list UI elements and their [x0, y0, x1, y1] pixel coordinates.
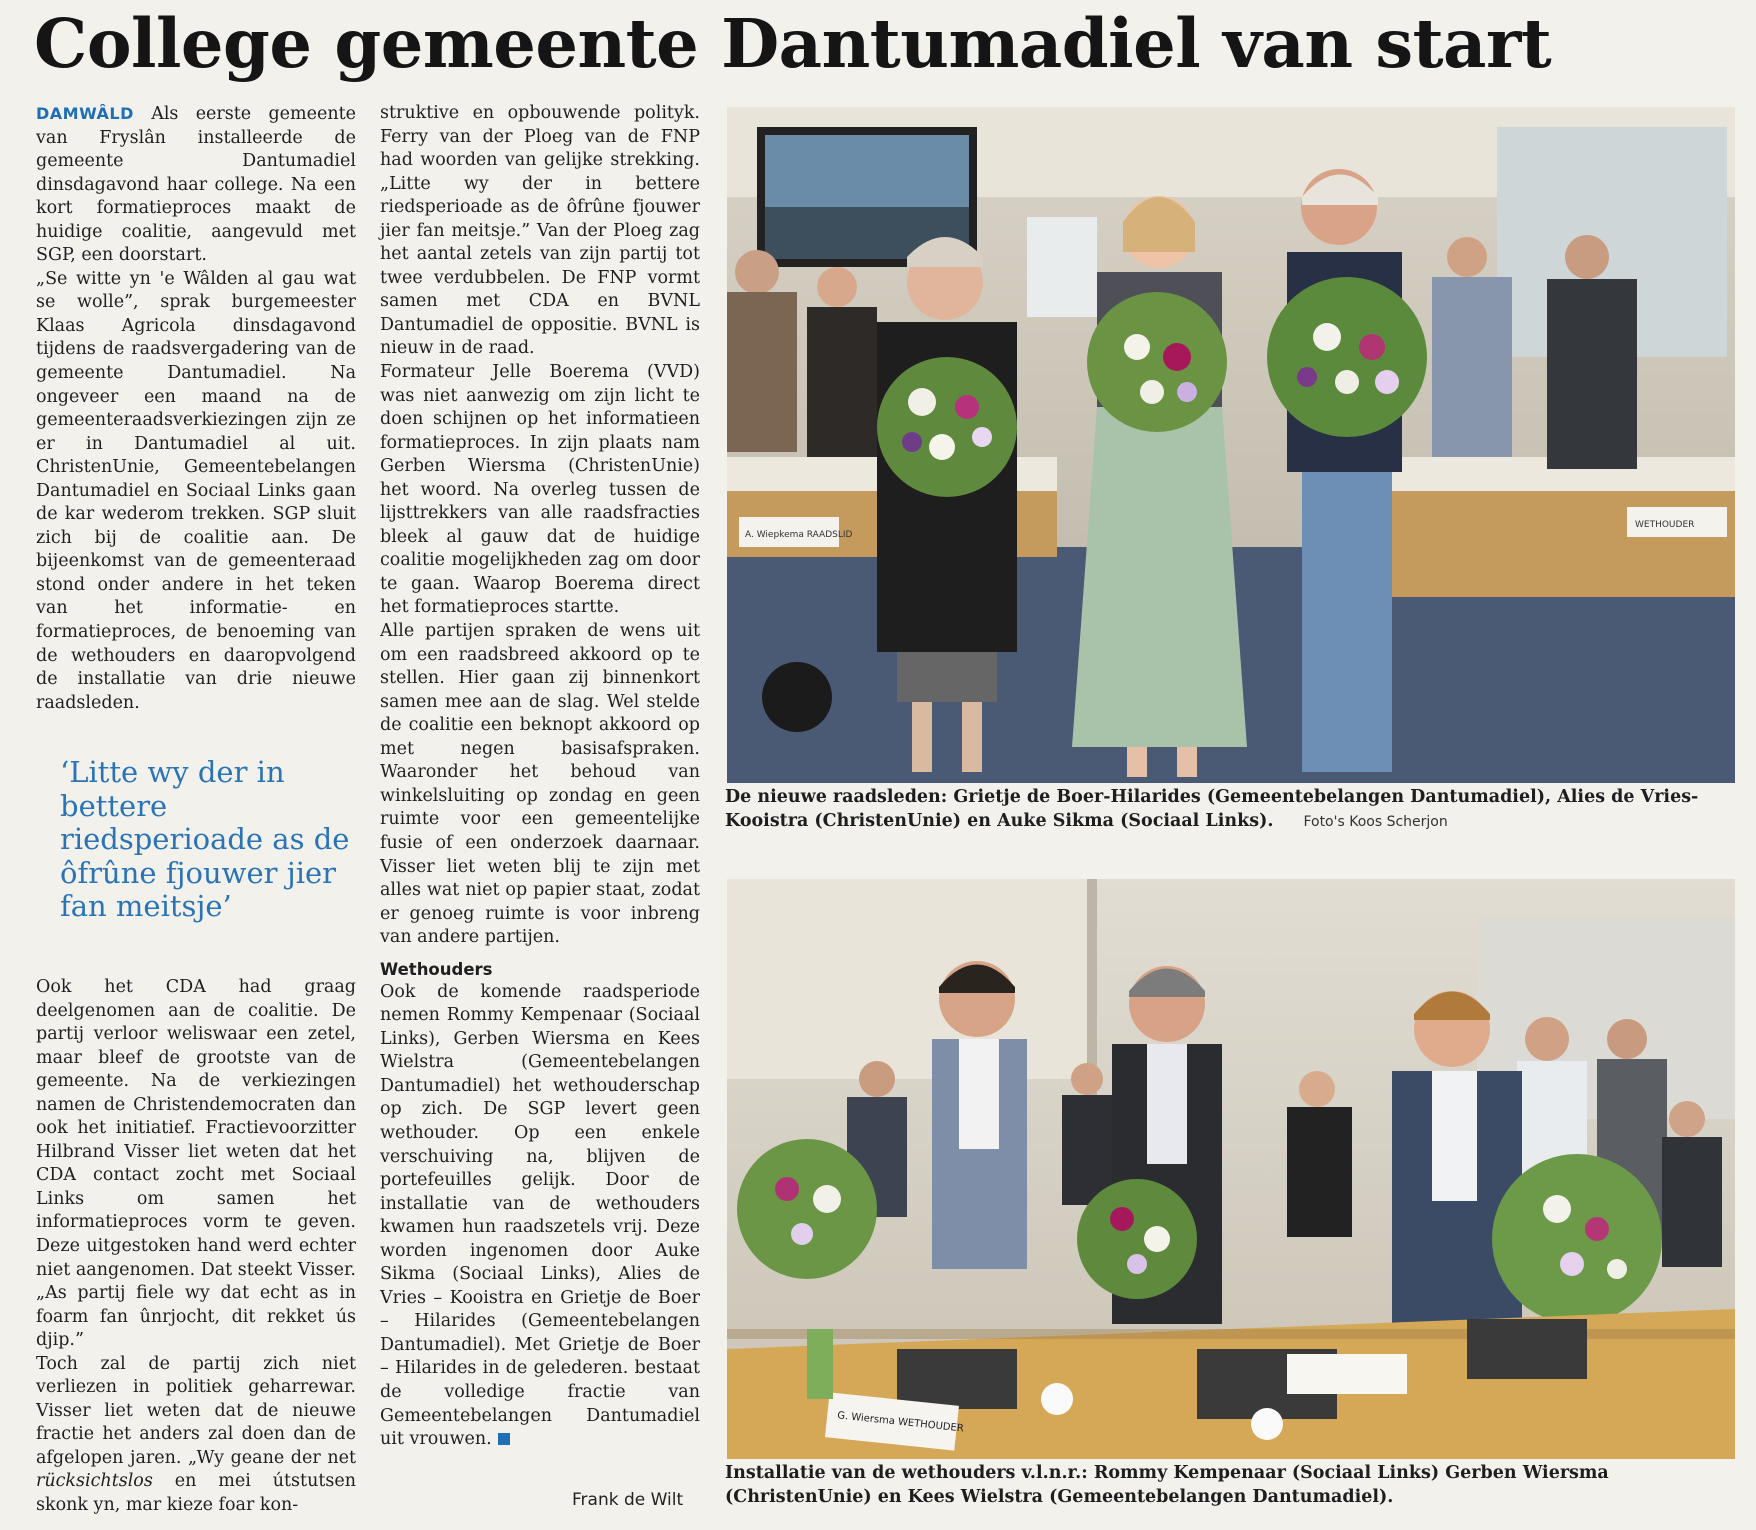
italic-word: rücksichtslos	[36, 1471, 153, 1492]
photo-caption-1: De nieuwe raadsleden: Grietje de Boer-Hilarides (Gemeentebelangen Dantumadiel), Alies de Vries-Kooistra (ChristenUnie) en Auke Sikma (Sociaal Links). Foto's Koos Scherjon	[725, 787, 1699, 831]
paragraph: Ook het CDA had graag deelgenomen aan de coalitie. De partij verloor weliswaar een zetel, maar bleef de grootste van de gemeente. Na de verkiezingen namen de Christendemocraten dan ook het initiatief. Fractievoorzitter Hilbrand Visser liet weten dat het CDA contact zocht met Sociaal Links om samen het informatieproces vorm te geven. Deze uitgestoken hand werd echter niet aangenomen. Dat steekt Visser. „As partij fiele wy dat echt as in foarm fan ûnrjocht, dit rekket ús djip.”	[36, 977, 356, 1351]
paragraph: Als eerste gemeente van Fryslân installeerde de gemeente Dantumadiel dinsdagavond haar college. Na een kort formatieproces maakt de huidige coalitie, aangevuld met SGP, een doorstart.	[36, 104, 356, 266]
article-column-1-top	[36, 102, 356, 715]
nameplate-2: WETHOUDER	[1635, 520, 1695, 530]
paragraph: Ook de komende raadsperiode nemen Rommy Kempenaar (Sociaal Links), Gerben Wiersma en Kees Wielstra (Gemeentebelangen Dantumadiel) het wethouderschap op zich. De SGP levert geen wethouder. Op een enkele verschuiving na, blijven de portefeuilles gelijk. Door de installatie van de wethouders kwamen hun raadszetels vrij. Deze worden ingenomen door Auke Sikma (Sociaal Links), Alies de Vries – Kooistra en Grietje de Boer – Hilarides (Gemeentebelangen Dantumadiel). Met Grietje de Boer – Hilarides in de gelederen. bestaat de volledige fractie van Gemeentebelangen Dantumadiel uit vrouwen.	[380, 981, 700, 1450]
photo-new-council-members	[727, 107, 1735, 783]
article-column-2	[380, 102, 700, 1452]
author-byline: Frank de Wilt	[572, 1490, 684, 1510]
photo-aldermen-installation	[727, 879, 1735, 1459]
article-column-1-bottom	[36, 976, 356, 1518]
dateline: DAMWÂLD	[36, 104, 134, 123]
pull-quote: ‘Litte wy der in bettere riedsperioade as de ôfrûne fjouwer jier fan meitsje’	[60, 755, 350, 923]
photo-credit: Foto's Koos Scherjon	[1303, 813, 1448, 830]
paragraph: „Se witte yn 'e Wâlden al gau wat se wolle”, sprak burgemeester Klaas Agricola dinsdagavond tijdens de raadsvergadering van de gemeente Dantumadiel. Na ongeveer een maand na de gemeenteraadsverkiezingen zijn ze er in Dantumadiel al uit. ChristenUnie, Gemeentebelangen Dantumadiel en Sociaal Links gaan de kar wederom trekken. SGP sluit zich bij de coalitie aan. De bijeenkomst van de gemeenteraad stond onder andere in het teken van het informatie- en formatieproces, de benoeming van de wethouders en daaropvolgend de installatie van drie nieuwe raadsleden.	[36, 268, 356, 713]
paragraph: struktive en opbouwende polityk. Ferry van der Ploeg van de FNP had woorden van gelijke strekking. „Litte wy der in bettere riedsperioade as de ôfrûne fjouwer jier fan meitsje.” Van der Ploeg zag het aantal zetels van zijn partij tot twee verdubbelen. De FNP vormt samen met CDA en BVNL Dantumadiel de oppositie. BVNL is nieuw in de raad.	[380, 103, 700, 359]
headline: College gemeente Dantumadiel van start	[34, 4, 1552, 83]
end-mark-icon	[498, 1433, 510, 1445]
photo-caption-2: Installatie van de wethouders v.l.n.r.: Rommy Kempenaar (Sociaal Links) Gerben Wiersma (ChristenUnie) en Kees Wielstra (Gemeentebelangen Dantumadiel).	[725, 1463, 1609, 1507]
nameplate-1: A. Wiepkema RAADSLID	[745, 530, 853, 540]
paragraph: Formateur Jelle Boerema (VVD) was niet aanwezig om zijn licht te doen schijnen op het informatieen formatieproces. In zijn plaats nam Gerben Wiersma (ChristenUnie) het woord. Na overleg tussen de lijsttrekkers van alle raadsfracties bleek al gauw dat de huidige coalitie mogelijkheden zag om door te gaan. Waarop Boerema direct het formatieproces startte.	[380, 362, 700, 618]
paragraph: Toch zal de partij zich niet verliezen in politiek geharrewar. Visser liet weten dat de nieuwe fractie het anders zal doen dan de afgelopen jaren. „Wy geane der net rücksichtslos en mei útstutsen skonk yn, mar kieze foar kon-	[36, 1353, 356, 1516]
paragraph: Alle partijen spraken de wens uit om een raadsbreed akkoord op te stellen. Hier gaan zij binnenkort samen mee aan de slag. Wel stelde de coalitie een beknopt akkoord op met negen basisafspraken. Waaronder het behoud van winkelsluiting op zondag en geen ruimte voor een gemeentelijke fusie of een onderzoek daarnaar. Visser liet weten blij te zijn met alles wat niet op papier staat, zodat er genoeg ruimte is voor inbreng van andere partijen.	[380, 621, 700, 948]
nameplate: G. Wiersma WETHOUDER	[836, 1410, 965, 1435]
subheading: Wethouders	[380, 959, 493, 979]
